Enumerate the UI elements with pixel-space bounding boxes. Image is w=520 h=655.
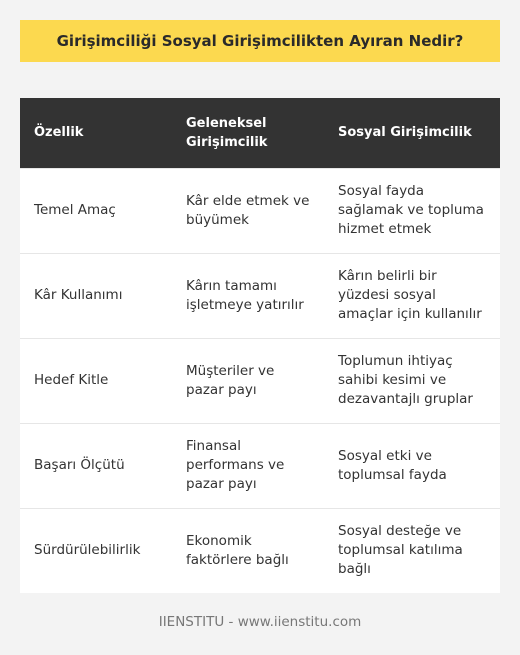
title-banner	[20, 20, 500, 62]
cell-feature: Başarı Ölçütü	[20, 423, 172, 508]
cell-traditional: Müşteriler ve pazar payı	[172, 338, 324, 423]
header-sosyal: Sosyal Girişimcilik	[324, 98, 500, 168]
table-row	[20, 338, 500, 423]
header-ozellik: Özellik	[20, 98, 172, 168]
cell-social: Sosyal fayda sağlamak ve topluma hizmet etmek	[324, 168, 500, 253]
cell-traditional: Kâr elde etmek ve büyümek	[172, 168, 324, 253]
cell-feature: Hedef Kitle	[20, 338, 172, 423]
footer-credit: IIENSTITU - www.iienstitu.com	[158, 614, 362, 630]
cell-social: Sosyal etki ve toplumsal fayda	[324, 423, 500, 508]
cell-social: Toplumun ihtiyaç sahibi kesimi ve dezavantajlı gruplar	[324, 338, 500, 423]
table-row	[20, 168, 500, 253]
cell-traditional: Ekonomik faktörlere bağlı	[172, 508, 324, 593]
cell-traditional: Finansal performans ve pazar payı	[172, 423, 324, 508]
cell-traditional: Kârın tamamı işletmeye yatırılır	[172, 253, 324, 338]
table-row	[20, 423, 500, 508]
header-geleneksel: Geleneksel Girişimcilik	[172, 98, 324, 168]
cell-social: Sosyal desteğe ve toplumsal katılıma bağlı	[324, 508, 500, 593]
cell-social: Kârın belirli bir yüzdesi sosyal amaçlar için kullanılır	[324, 253, 500, 338]
comparison-table	[20, 98, 500, 593]
page-title: Girişimciliği Sosyal Girişimcilikten Ayıran Nedir?	[56, 32, 464, 50]
table-row	[20, 508, 500, 593]
cell-feature: Temel Amaç	[20, 168, 172, 253]
cell-feature: Sürdürülebilirlik	[20, 508, 172, 593]
table-row	[20, 253, 500, 338]
cell-feature: Kâr Kullanımı	[20, 253, 172, 338]
table-header-row	[20, 98, 500, 168]
